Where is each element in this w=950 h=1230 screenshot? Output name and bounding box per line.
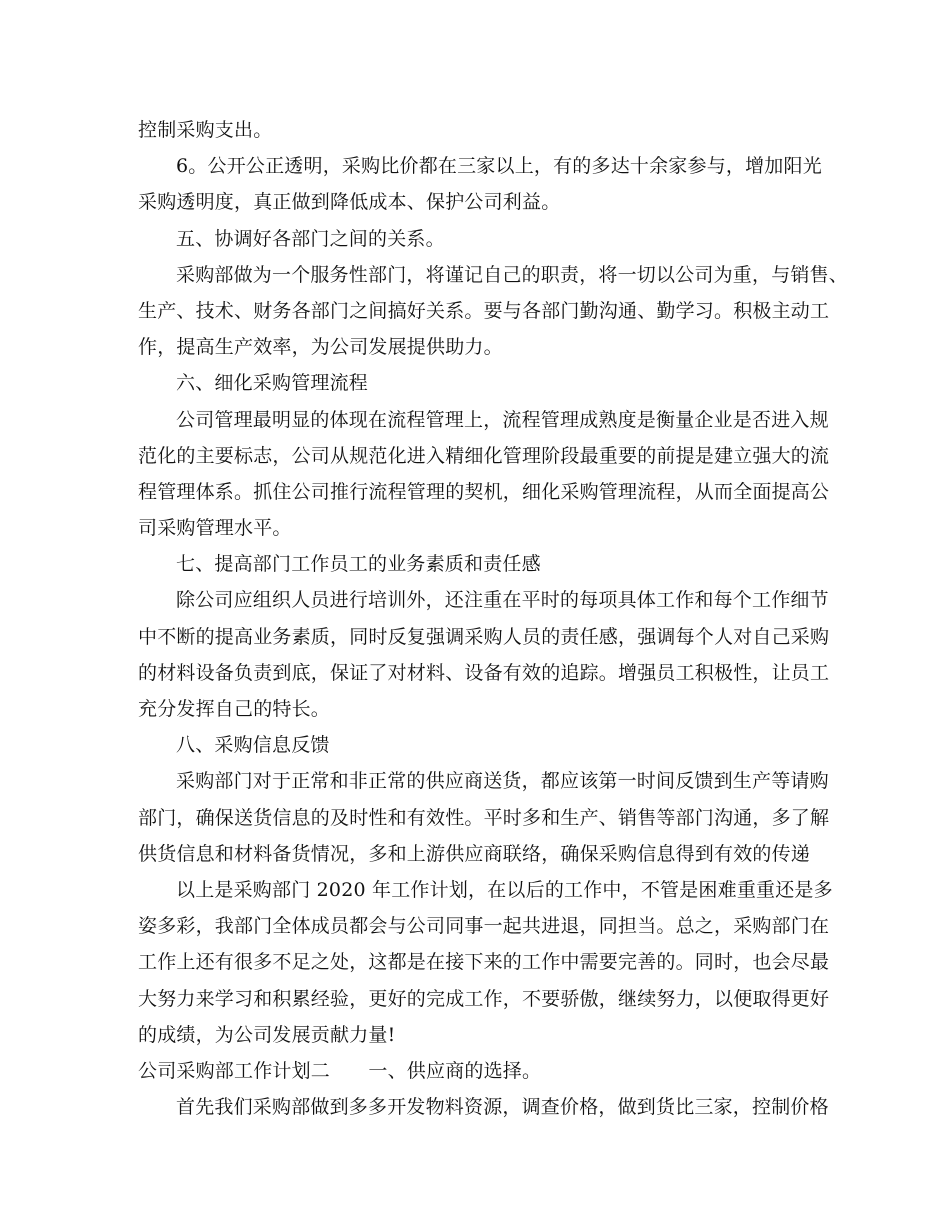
text-line-1: 控制采购支出。 xyxy=(138,119,273,141)
text-line-23: 姿多彩，我部门全体成员都会与公司同事一起共进退，同担当。总之，采购部门在 xyxy=(138,915,830,938)
text-line-26: 的成绩，为公司发展贡献力量! xyxy=(138,1023,396,1046)
section-heading-7: 七、提高部门工作员工的业务素质和责任感 xyxy=(176,553,541,576)
text-line-19: 采购部门对于正常和非正常的供应商送货，都应该第一时间反馈到生产等请购 xyxy=(176,770,829,793)
text-line-16: 的材料设备负责到底，保证了对材料、设备有效的追踪。增强员工积极性，让员工 xyxy=(138,661,830,684)
section-heading-8: 八、采购信息反馈 xyxy=(176,734,330,757)
text-line-10: 范化的主要标志，公司从规范化进入精细化管理阶段最重要的前提是建立强大的流 xyxy=(138,444,830,467)
text-line-17: 充分发挥自己的特长。 xyxy=(138,698,331,720)
text-line-21: 供货信息和材料备货情况，多和上游供应商联络，确保采购信息得到有效的传递 xyxy=(138,842,811,865)
text-line-25: 大努力来学习和积累经验，更好的完成工作，不要骄傲，继续努力，以便取得更好 xyxy=(138,987,830,1010)
text-line-15: 中不断的提高业务素质，同时反复强调采购人员的责任感，强调每个人对自己采购 xyxy=(138,625,830,648)
text-line-3: 采购透明度，真正做到降低成本、保护公司利益。 xyxy=(138,191,561,214)
text-line-9: 公司管理最明显的体现在流程管理上，流程管理成熟度是衡量企业是否进入规 xyxy=(176,408,829,431)
document-page xyxy=(138,112,849,1125)
text-line-2: 6。公开公正透明，采购比价都在三家以上，有的多达十余家参与，增加阳光 xyxy=(176,155,822,178)
text-line-5: 采购部做为一个服务性部门，将谨记自己的职责，将一切以公司为重，与销售、 xyxy=(176,263,849,286)
plan-two-heading: 公司采购部工作计划二 一、供应商的选择。 xyxy=(138,1059,542,1082)
text-line-6: 生产、技术、财务各部门之间搞好关系。要与各部门勤沟通、勤学习。积极主动工 xyxy=(138,299,830,322)
text-line-20: 部门，确保送货信息的及时性和有效性。平时多和生产、销售等部门沟通，多了解 xyxy=(138,806,830,829)
text-line-7: 作，提高生产效率，为公司发展提供助力。 xyxy=(138,336,503,359)
text-line-11: 程管理体系。抓住公司推行流程管理的契机，细化采购管理流程，从而全面提高公 xyxy=(138,480,830,503)
section-heading-5: 五、协调好各部门之间的关系。 xyxy=(176,227,445,250)
text-line-12: 司采购管理水平。 xyxy=(138,517,292,540)
text-line-14: 除公司应组织人员进行培训外，还注重在平时的每项具体工作和每个工作细节 xyxy=(176,589,829,612)
text-line-24: 工作上还有很多不足之处，这都是在接下来的工作中需要完善的。同时，也会尽最 xyxy=(138,951,830,974)
text-line-28: 首先我们采购部做到多多开发物料资源，调查价格，做到货比三家，控制价格 xyxy=(176,1096,829,1119)
section-heading-6: 六、细化采购管理流程 xyxy=(176,372,369,395)
text-line-22: 以上是采购部门 2020 年工作计划，在以后的工作中，不管是困难重重还是多 xyxy=(176,878,833,901)
